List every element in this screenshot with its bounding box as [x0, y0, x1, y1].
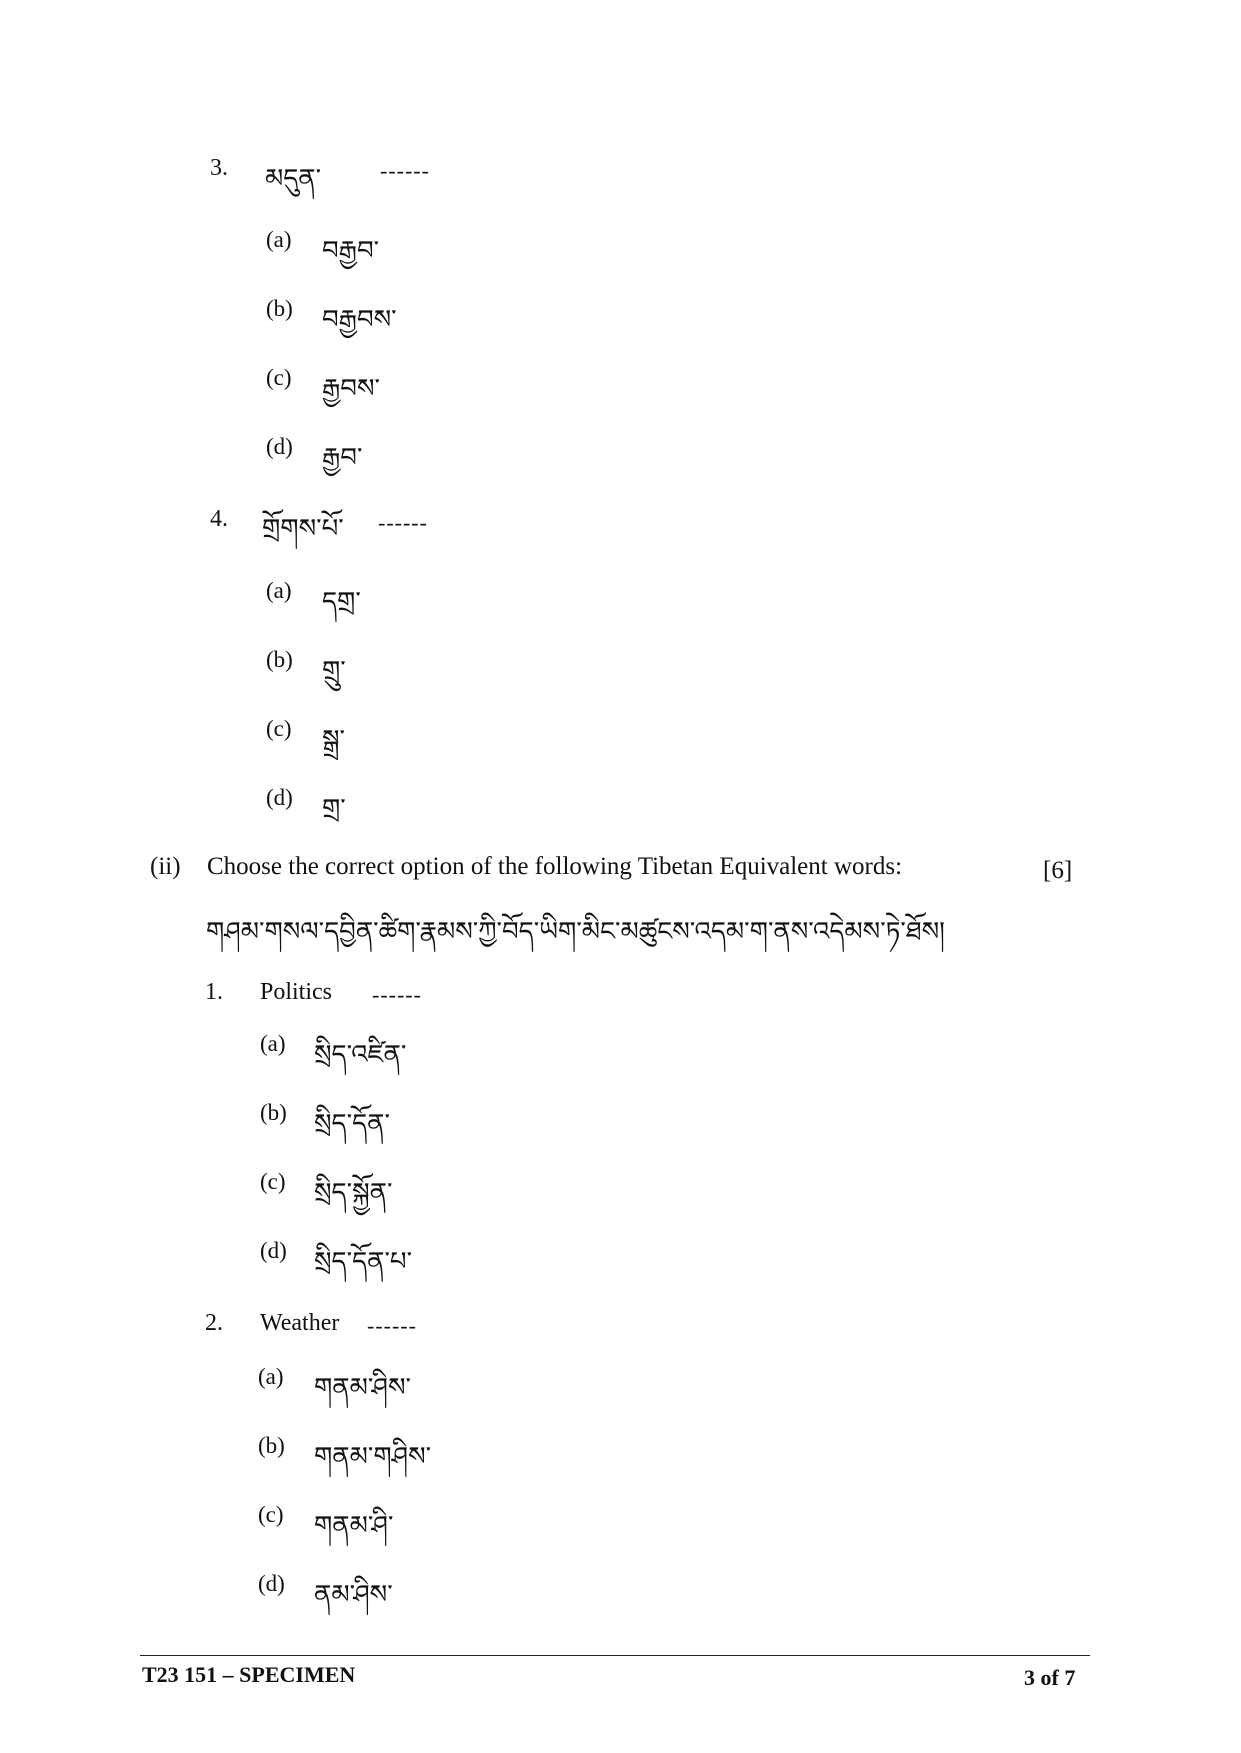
ii-q1-option-a-label: (a): [260, 1031, 286, 1056]
q3-option-c-text: རྒྱབས་: [322, 374, 380, 404]
ii-q2-blank: ------: [367, 1313, 417, 1338]
ii-q1-number: 1.: [205, 979, 223, 1005]
section-ii-tibetan-instruction: གཤམ་གསལ་དབྱིན་ཚིག་རྣམས་ཀྱི་བོད་ཡིག་མིང་མཚུངས་འདམ་ག་ནས་འདེམས་ཏེ་ཐོས།: [206, 917, 945, 947]
ii-q2-number: 2.: [205, 1310, 223, 1336]
ii-q1-option-d-text: སྲིད་དོན་པ་: [314, 1247, 413, 1277]
q3-option-b-label: (b): [266, 296, 293, 321]
ii-q2-option-c-label: (c): [258, 1502, 284, 1527]
footer-rule: [140, 1655, 1090, 1656]
ii-q2-option-a-text: གནམ་ཤིས་: [314, 1373, 411, 1403]
q4-word: གྲོགས་པོ་: [262, 514, 344, 544]
ii-q1-option-c-label: (c): [260, 1169, 286, 1194]
q4-option-a-text: དགྲ་: [322, 587, 361, 617]
ii-q1-blank: ------: [372, 982, 422, 1007]
q3-option-a-text: བརྒྱབ་: [322, 236, 380, 266]
q3-option-a-label: (a): [266, 227, 292, 252]
section-ii-marks: [6]: [1043, 857, 1073, 884]
ii-q1-option-b-text: སྲིད་དོན་: [314, 1109, 390, 1139]
ii-q2-option-a-label: (a): [258, 1364, 284, 1389]
ii-q2-option-c-text: གནམ་ཤི་: [314, 1511, 394, 1541]
footer-code: T23 151 – SPECIMEN: [142, 1662, 356, 1687]
q4-option-b-text: གྲུ་: [322, 656, 346, 686]
section-ii-instruction: Choose the correct option of the following Tibetan Equivalent words:: [207, 853, 903, 880]
footer-page-number: 3 of 7: [1024, 1665, 1076, 1690]
section-ii-label: (ii): [150, 853, 181, 880]
q4-number: 4.: [210, 506, 228, 532]
ii-q2-option-d-text: ནམ་ཤིས་: [314, 1580, 393, 1610]
q3-blank: ------: [380, 158, 430, 183]
q4-option-c-label: (c): [266, 716, 292, 741]
ii-q2-word: Weather: [260, 1310, 340, 1336]
ii-q2-option-d-label: (d): [258, 1571, 285, 1596]
q3-word: མདུན་: [265, 164, 322, 194]
ii-q1-option-b-label: (b): [260, 1100, 287, 1125]
q3-option-b-text: བརྒྱབས་: [322, 305, 397, 335]
q3-option-d-text: རྒྱབ་: [322, 443, 363, 473]
q3-option-c-label: (c): [266, 365, 292, 390]
ii-q1-word: Politics: [260, 979, 333, 1005]
q3-option-d-label: (d): [266, 434, 293, 459]
ii-q2-option-b-text: གནམ་གཤིས་: [314, 1442, 432, 1472]
q4-option-d-text: གྲ་: [322, 794, 346, 824]
q4-blank: ------: [378, 510, 428, 535]
ii-q2-option-b-label: (b): [258, 1433, 285, 1458]
q4-option-c-text: སྒྲ་: [322, 725, 346, 755]
ii-q1-option-c-text: སྲིད་སྐྱོན་: [314, 1178, 393, 1208]
ii-q1-option-d-label: (d): [260, 1238, 287, 1263]
q4-option-d-label: (d): [266, 785, 293, 810]
ii-q1-option-a-text: སྲིད་འཛིན་: [314, 1040, 407, 1070]
q4-option-a-label: (a): [266, 578, 292, 603]
q3-number: 3.: [210, 155, 228, 181]
q4-option-b-label: (b): [266, 647, 293, 672]
